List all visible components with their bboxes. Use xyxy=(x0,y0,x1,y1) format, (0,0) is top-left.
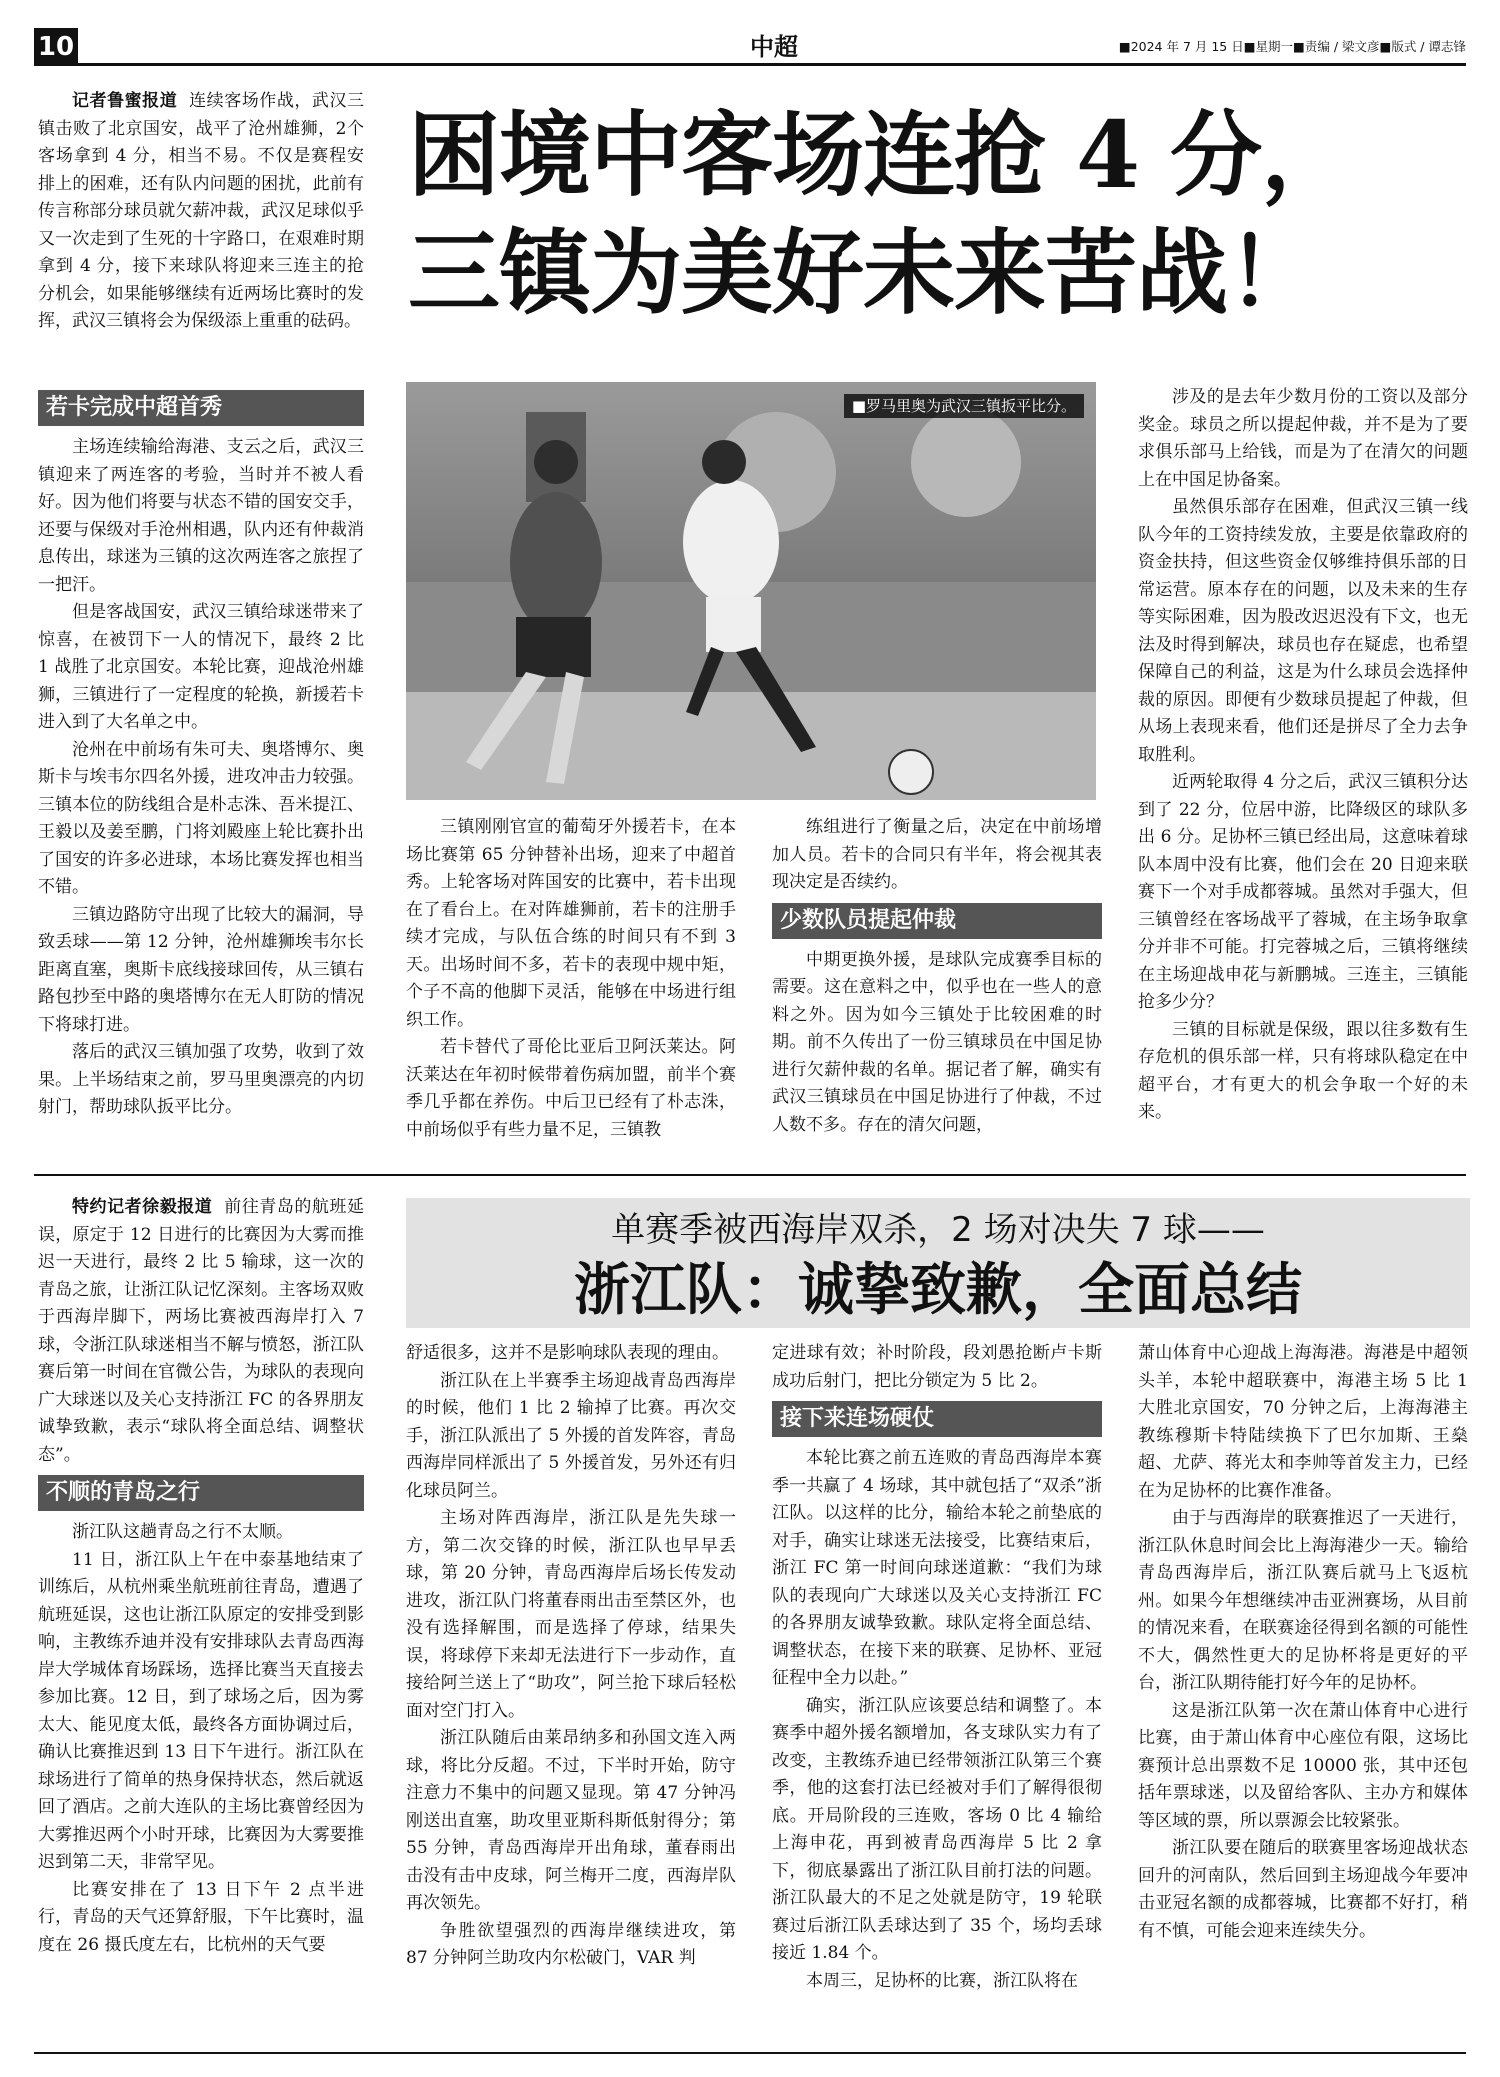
story-divider xyxy=(34,1174,1466,1176)
paragraph: 确实，浙江队应该要总结和调整了。本赛季中超外援名额增加，各支球队实力有了改变，主教练乔迪已经带领浙江队第三个赛季，他的这套打法已经被对手们了解得很彻底。开局阶段的三连败，客场 0 比 4 输给上海申花，再到被青岛西海岸 5 比 2 拿下，彻底暴露出了浙江队目前打法的问题。浙江队最大的不足之处就是防守，19 轮联赛过后浙江队丢球达到了 35 个，场均丢球接近 1.84 个。 xyxy=(772,1695,1102,1963)
paragraph: 比赛安排在了 13 日下午 2 点半进行，青岛的天气还算舒服，下午比赛时，温度在 26 摄氏度左右，比杭州的天气要 xyxy=(38,1879,364,1955)
paragraph: 沧州在中前场有朱可夫、奥塔博尔、奥斯卡与埃韦尔四名外援，进攻冲击力较强。三镇本位的防线组合是朴志洙、吾米提江、王毅以及姜至鹏，门将刘殿座上轮比赛扑出了国安的许多必进球，本场比赛发挥也相当不错。 xyxy=(38,739,364,897)
section-name: 中超 xyxy=(750,33,798,61)
page-header xyxy=(34,28,1466,66)
story1-intro-text: 连续客场作战，武汉三镇击败了北京国安，战平了沧州雄狮，2个客场拿到 4 分，相当不易。不仅是赛程安排上的困难，还有队内问题的困扰，此前有传言称部分球员就欠薪冲裁，武汉足球似乎又一次走到了生死的十字路口，在艰难时期拿到 4 分，接下来球队将迎来三连主的抢分机会，如果能够继续有近两场比赛时的发挥，武汉三镇将会为保级添上重重的砝码。 xyxy=(38,91,365,331)
footer-rule xyxy=(34,2052,1466,2054)
story1-col-3 xyxy=(772,814,1102,1139)
paragraph: 若卡替代了哥伦比亚后卫阿沃莱达。阿沃莱达在年初时候带着伤病加盟，前半个赛季几乎都在养伤。中后卫已经有了朴志洙，中前场似乎有些力量不足，三镇教 xyxy=(406,1037,736,1140)
photo-illustration xyxy=(406,382,1096,800)
story1-byline: 记者鲁蜜报道 xyxy=(72,91,178,111)
paragraph: 三镇的目标就是保级，跟以往多数有生存危机的俱乐部一样，只有将球队稳定在中超平台，才有更大的机会争取一个好的未来。 xyxy=(1138,1019,1468,1122)
paragraph: 涉及的是去年少数月份的工资以及部分奖金。球员之所以提起仲裁，并不是为了要求俱乐部马上给钱，而是为了在清欠的问题上在中国足协备案。 xyxy=(1138,387,1468,490)
story2-byline: 特约记者徐毅报道 xyxy=(72,1197,213,1217)
paragraph: 落后的武汉三镇加强了攻势，收到了效果。上半场结束之前，罗马里奥漂亮的内切射门，帮助球队扳平比分。 xyxy=(38,1042,364,1117)
paragraph: 主场连续输给海港、支云之后，武汉三镇迎来了两连客的考验，当时并不被人看好。因为他们将要与状态不错的国安交手，还要与保级对手沧州相遇，队内还有仲裁消息传出，球迷为三镇的这次两连客之旅捏了一把汗。 xyxy=(38,437,364,595)
paragraph: 练组进行了衡量之后，决定在中前场增加人员。若卡的合同只有半年，将会视其表现决定是否续约。 xyxy=(772,817,1102,892)
subhead-ruoka-debut: 若卡完成中超首秀 xyxy=(38,390,364,426)
paragraph: 三镇边路防守出现了比较大的漏洞，导致丢球——第 12 分钟，沧州雄狮埃韦尔长距离直塞，奥斯卡底线接球回传，从三镇右路包抄至中路的奥塔博尔在无人盯防的情况下将球打进。 xyxy=(38,904,364,1035)
story2-headline: 浙江队：诚挚致歉，全面总结 xyxy=(574,1258,1302,1323)
story2-col-1 xyxy=(38,1194,364,1959)
paragraph: 近两轮取得 4 分之后，武汉三镇积分达到了 22 分，位居中游，比降级区的球队多出 6 分。足协杯三镇已经出局，这意味着球队本周中没有比赛，他们会在 20 日迎来联赛下一个对手成都蓉城。虽然对手强大，但三镇曾经在客场战平了蓉城，在主场争取拿分并非不可能。打完蓉城之后，三镇将继续在主场迎战申花与新鹏城。三连主，三镇能抢多少分？ xyxy=(1138,772,1468,1012)
story1-col-4 xyxy=(1138,384,1468,1127)
paragraph: 虽然俱乐部存在困难，但武汉三镇一线队今年的工资持续发放，主要是依靠政府的资金扶持，但这些资金仅够维持俱乐部的日常运营。原本存在的问题，以及未来的生存等实际困难，因为股改迟迟没有下文，也无法及时得到解决，球员也存在疑虑，也希望保障自己的利益，这是为什么球员会选择仲裁的原因。即便有少数球员提起了仲裁，但从场上表现来看，他们还是拼尽了全力去争取胜利。 xyxy=(1138,497,1468,765)
paragraph: 浙江队随后由莱昂纳多和孙国文连入两球，将比分反超。不过，下半时开始，防守注意力不集中的问题又显现。第 47 分钟冯刚送出直塞，助攻里亚斯科斯低射得分；第 55 分钟，青岛西海岸开出角球，董春雨出击没有击中皮球，阿兰梅开二度，西海岸队再次领先。 xyxy=(406,1728,736,1913)
paragraph: 中期更换外援，是球队完成赛季目标的需要。这在意料之中，似乎也在一些人的意料之外。因为如今三镇处于比较困难的时期。前不久传出了一份三镇球员在中国足协进行欠薪仲裁的名单。据记者了解，确实有武汉三镇球员在中国足协进行了仲裁，不过人数不多。存在的清欠问题， xyxy=(772,949,1102,1135)
paragraph: 但是客战国安，武汉三镇给球迷带来了惊喜，在被罚下一人的情况下，最终 2 比 1 战胜了北京国安。本轮比赛，迎战沧州雄狮，三镇进行了一定程度的轮换，新援若卡进入到了大名单之中。 xyxy=(38,602,364,732)
story1-intro xyxy=(38,88,364,336)
paragraph: 浙江队这趟青岛之行不太顺。 xyxy=(72,1522,293,1542)
story1-col-1 xyxy=(38,384,364,1122)
photo-caption: ■罗马里奥为武汉三镇扳平比分。 xyxy=(844,394,1084,418)
paragraph: 三镇刚刚官宣的葡萄牙外援若卡，在本场比赛第 65 分钟替补出场，迎来了中超首秀。上轮客场对阵国安的比赛中，若卡出现在了看台上。在对阵雄狮前，若卡的注册手续才完成，与队伍合练的时间只有不到 3 天。出场时间不多，若卡的表现中规中矩，个子不高的他脚下灵活，能够在中场进行组织工作。 xyxy=(406,817,736,1030)
paragraph: 本周三，足协杯的比赛，浙江队将在 xyxy=(806,1970,1078,1991)
dateline: ■2024 年 7 月 15 日■星期一■责编 / 梁文彦■版式 / 谭志锋 xyxy=(1118,39,1466,54)
paragraph: 舒适很多，这并不是影响球队表现的理由。 xyxy=(406,1343,729,1363)
paragraph: 这是浙江队第一次在萧山体育中心进行比赛，由于萧山体育中心座位有限，这场比赛预计总出票数不足 10000 张，其中还包括年票球迷，以及留给客队、主办方和媒体等区域的票，所以票源会比较紧张。 xyxy=(1138,1700,1468,1831)
paragraph: 萧山体育中心迎战上海海港。海港是中超领头羊，本轮中超联赛中，海港主场 5 比 1 大胜北京国安，70 分钟之后，上海海港主教练穆斯卡特陆续换下了巴尔加斯、王燊超、尤萨、蒋光太和李帅等首发主力，已经在为足协杯的比赛作准备。 xyxy=(1138,1343,1468,1501)
story2-headline-box xyxy=(406,1198,1470,1328)
story2-col-4 xyxy=(1138,1340,1468,1945)
paragraph: 11 日，浙江队上午在中泰基地结束了训练后，从杭州乘坐航班前往青岛，遭遇了航班延误，这也让浙江队原定的安排受到影响，主教练乔迪并没有安排球队去青岛西海岸大学城体育场踩场，选择比赛当天直接去参加比赛。12 日，到了球场之后，因为雾太大、能见度太低，最终各方面协调过后，确认比赛推迟到 13 日下午进行。浙江队在球场进行了简单的热身保持状态，然后就返回了酒店。之前大连队的主场比赛曾经因为大雾推迟两个小时开球，比赛因为大雾要推迟到第二天，非常罕见。 xyxy=(38,1549,364,1872)
story2-col-3 xyxy=(772,1340,1102,1995)
match-photo xyxy=(406,382,1096,800)
subhead-qingdao-trip: 不顺的青岛之行 xyxy=(38,1475,364,1511)
story1-headline xyxy=(408,96,1478,332)
story2-kicker: 单赛季被西海岸双杀，2 场对决失 7 球—— xyxy=(611,1210,1265,1250)
paragraph: 争胜欲望强烈的西海岸继续进攻，第 87 分钟阿兰助攻内尔松破门，VAR 判 xyxy=(406,1920,736,1968)
story2-col-2 xyxy=(406,1340,736,1973)
paragraph: 浙江队在上半赛季主场迎战青岛西海岸的时候，他们 1 比 2 输掉了比赛。再次交手，浙江队派出了 5 外援的首发阵容，青岛西海岸同样派出了 5 外援首发，另外还有归化球员阿兰。 xyxy=(406,1370,736,1501)
headline-line-2: 三镇为美好未来苦战！ xyxy=(408,219,1319,327)
paragraph: 本轮比赛之前五连败的青岛西海岸本赛季一共赢了 4 场球，其中就包括了“双杀”浙江队。以这样的比分，输给本轮之前垫底的对手，确实让球迷无法接受，比赛结束后，浙江 FC 第一时间向球迷道歉：“我们为球队的表现向广大球迷以及关心支持浙江 FC 的各界朋友诚挚致歉。球队定将全面总结、调整状态，在接下来的联赛、足协杯、亚冠征程中全力以赴。” xyxy=(772,1448,1102,1688)
paragraph: 由于与西海岸的联赛推迟了一天进行，浙江队休息时间会比上海海港少一天。输给青岛西海岸后，浙江队赛后就马上飞返杭州。如果今年想继续冲击亚洲赛场，从目前的情况来看，在联赛途径得到名额的可能性不大，偶然性更大的足协杯将是更好的平台，浙江队期待能打好今年的足协杯。 xyxy=(1138,1508,1468,1693)
story1-col-2 xyxy=(406,814,736,1144)
paragraph: 定进球有效；补时阶段，段刘愚抢断卢卡斯成功后射门，把比分锁定为 5 比 2。 xyxy=(772,1343,1102,1391)
subhead-tough-matches: 接下来连场硬仗 xyxy=(772,1401,1102,1437)
subhead-arbitration: 少数队员提起仲裁 xyxy=(772,903,1102,939)
page-number: 10 xyxy=(34,28,78,66)
header-rule xyxy=(78,63,1466,66)
paragraph: 浙江队要在随后的联赛里客场迎战状态回升的河南队，然后回到主场迎战今年要冲击亚冠名额的成都蓉城，比赛都不好打，稍有不慎，可能会迎来连续失分。 xyxy=(1138,1838,1468,1941)
headline-line-1: 困境中客场连抢 4 分， xyxy=(408,101,1353,209)
story2-intro-text: 前往青岛的航班延误，原定于 12 日进行的比赛因为大雾而推迟一天进行，最终 2 比 5 输球，这一次的青岛之旅，让浙江队记忆深刻。主客场双败于西海岸脚下，两场比赛被西海岸打入 7 球，令浙江队球迷相当不解与愤怒，浙江队赛后第一时间在官微公告，为球队的表现向广大球迷以及关心支持浙江 FC 的各界朋友诚挚致歉，表示“球队将全面总结、调整状态”。 xyxy=(38,1197,365,1465)
paragraph: 主场对阵西海岸，浙江队是先失球一方，第二次交锋的时候，浙江队也早早丢球，第 20 分钟，青岛西海岸后场长传发动进攻，浙江队门将董春雨出击至禁区外，也没有选择解围，而是选择了停球，结果失误，将球停下来却无法进行下一步动作，直接给阿兰送上了“助攻”，阿兰抢下球后轻松面对空门打入。 xyxy=(406,1508,736,1721)
